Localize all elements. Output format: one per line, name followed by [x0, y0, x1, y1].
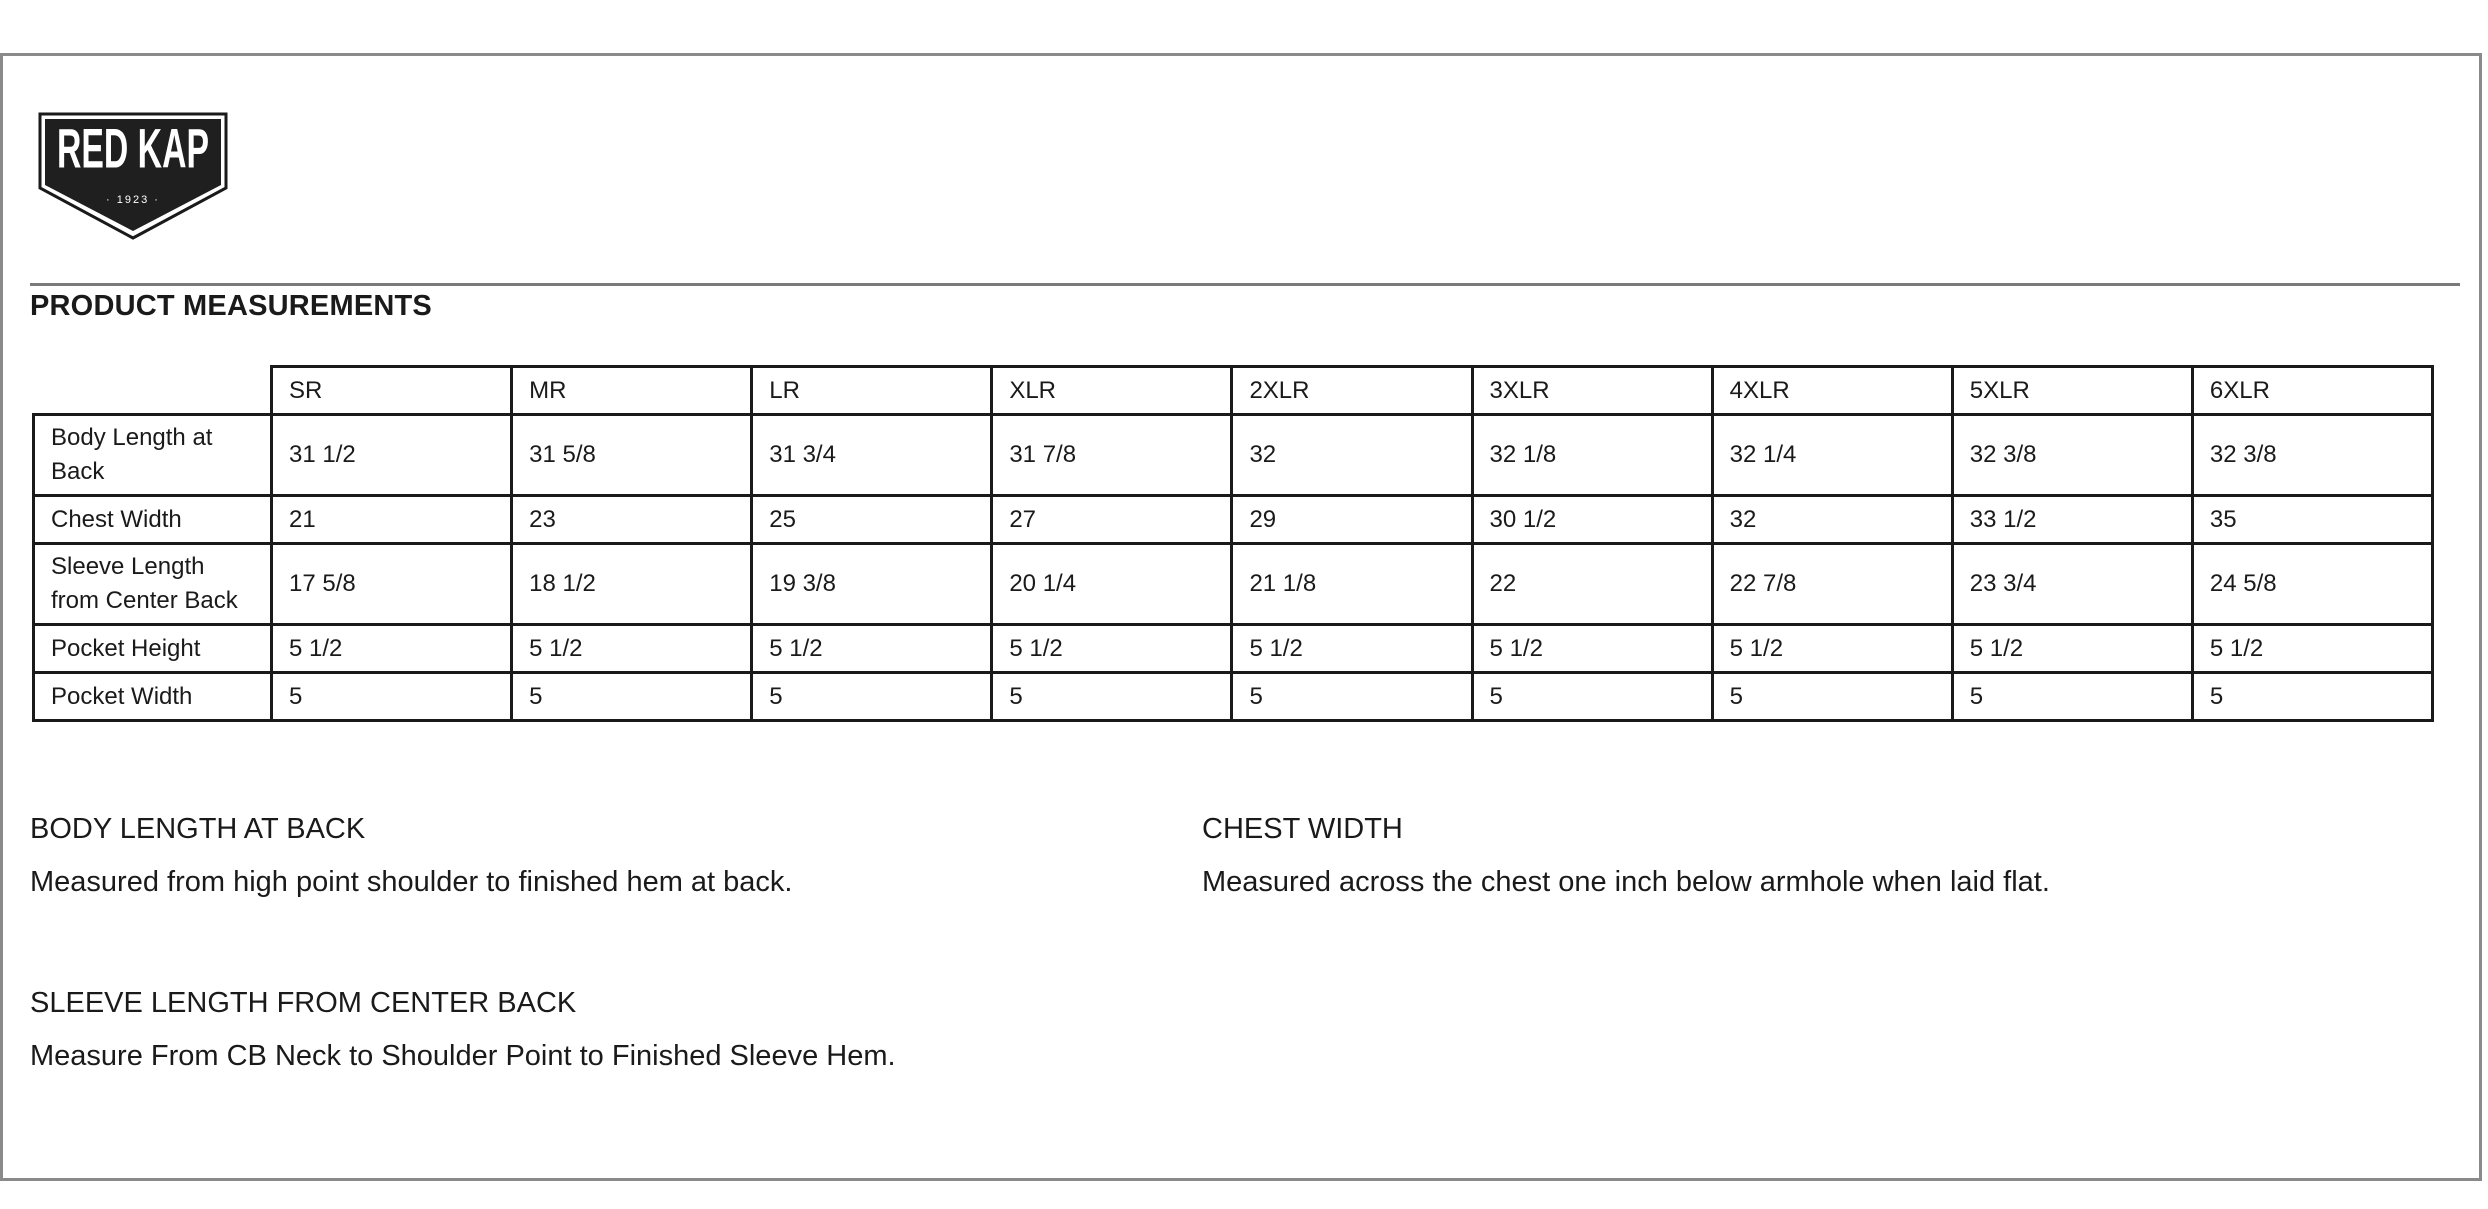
table-cell: 23: [512, 496, 752, 544]
table-cell: 5 1/2: [1712, 625, 1952, 673]
table-cell: 5: [752, 673, 992, 721]
table-cell: 18 1/2: [512, 544, 752, 625]
size-header: LR: [752, 367, 992, 415]
table-cell: 5: [1712, 673, 1952, 721]
table-cell: 25: [752, 496, 992, 544]
table-corner: [34, 367, 272, 415]
table-cell: 5 1/2: [752, 625, 992, 673]
definition-text-chest-width: Measured across the chest one inch below armhole when laid flat.: [1202, 866, 2050, 898]
table-cell: 5 1/2: [512, 625, 752, 673]
size-header: MR: [512, 367, 752, 415]
table-cell: 31 1/2: [272, 415, 512, 496]
size-header: 4XLR: [1712, 367, 1952, 415]
table-cell: 20 1/4: [992, 544, 1232, 625]
definition-text-sleeve-length: Measure From CB Neck to Shoulder Point to Finished Sleeve Hem.: [30, 1040, 896, 1072]
table-cell: 32 3/8: [1952, 415, 2192, 496]
table-cell: 32 1/4: [1712, 415, 1952, 496]
section-title: PRODUCT MEASUREMENTS: [30, 290, 432, 322]
size-header: 5XLR: [1952, 367, 2192, 415]
table-cell: 21: [272, 496, 512, 544]
table-cell: 27: [992, 496, 1232, 544]
table-cell: 5: [2192, 673, 2432, 721]
table-cell: 5 1/2: [1232, 625, 1472, 673]
measurements-table: [32, 365, 2434, 722]
table-row: [34, 496, 2433, 544]
size-header: SR: [272, 367, 512, 415]
table-row: [34, 415, 2433, 496]
table-cell: 29: [1232, 496, 1472, 544]
table-cell: 5 1/2: [272, 625, 512, 673]
row-label: Body Length at Back: [34, 415, 272, 496]
logo-wordmark: RED KAP: [56, 117, 209, 180]
table-cell: 5: [512, 673, 752, 721]
table-cell: 5: [1952, 673, 2192, 721]
row-label: Chest Width: [34, 496, 272, 544]
table-cell: 5 1/2: [1472, 625, 1712, 673]
table-cell: 31 7/8: [992, 415, 1232, 496]
row-label: Sleeve Length from Center Back: [34, 544, 272, 625]
definition-title-chest-width: CHEST WIDTH: [1202, 813, 1403, 845]
table-header-row: [34, 367, 2433, 415]
red-kap-logo: [34, 110, 234, 242]
table-cell: 32: [1232, 415, 1472, 496]
row-label: Pocket Height: [34, 625, 272, 673]
table-cell: 33 1/2: [1952, 496, 2192, 544]
table-cell: 5: [272, 673, 512, 721]
row-label: Pocket Width: [34, 673, 272, 721]
table-cell: 5: [1472, 673, 1712, 721]
table-cell: 30 1/2: [1472, 496, 1712, 544]
table-cell: 19 3/8: [752, 544, 992, 625]
table-row: [34, 673, 2433, 721]
table-cell: 5 1/2: [2192, 625, 2432, 673]
table-cell: 21 1/8: [1232, 544, 1472, 625]
table-cell: 32 3/8: [2192, 415, 2432, 496]
definition-title-body-length: BODY LENGTH AT BACK: [30, 813, 366, 845]
logo-year: · 1923 ·: [106, 194, 160, 206]
table-cell: 5 1/2: [1952, 625, 2192, 673]
size-header: 3XLR: [1472, 367, 1712, 415]
table-cell: 32: [1712, 496, 1952, 544]
table-cell: 22: [1472, 544, 1712, 625]
table-cell: 5 1/2: [992, 625, 1232, 673]
size-header: 2XLR: [1232, 367, 1472, 415]
definition-title-sleeve-length: SLEEVE LENGTH FROM CENTER BACK: [30, 987, 577, 1019]
table-row: [34, 625, 2433, 673]
table-cell: 23 3/4: [1952, 544, 2192, 625]
table-cell: 31 5/8: [512, 415, 752, 496]
table-cell: 22 7/8: [1712, 544, 1952, 625]
table-cell: 17 5/8: [272, 544, 512, 625]
table-cell: 31 3/4: [752, 415, 992, 496]
header-divider: [30, 283, 2460, 286]
table-cell: 5: [992, 673, 1232, 721]
table-cell: 35: [2192, 496, 2432, 544]
table-cell: 32 1/8: [1472, 415, 1712, 496]
definition-text-body-length: Measured from high point shoulder to finished hem at back.: [30, 866, 793, 898]
size-header: XLR: [992, 367, 1232, 415]
size-header: 6XLR: [2192, 367, 2432, 415]
table-cell: 5: [1232, 673, 1472, 721]
table-cell: 24 5/8: [2192, 544, 2432, 625]
table-row: [34, 544, 2433, 625]
